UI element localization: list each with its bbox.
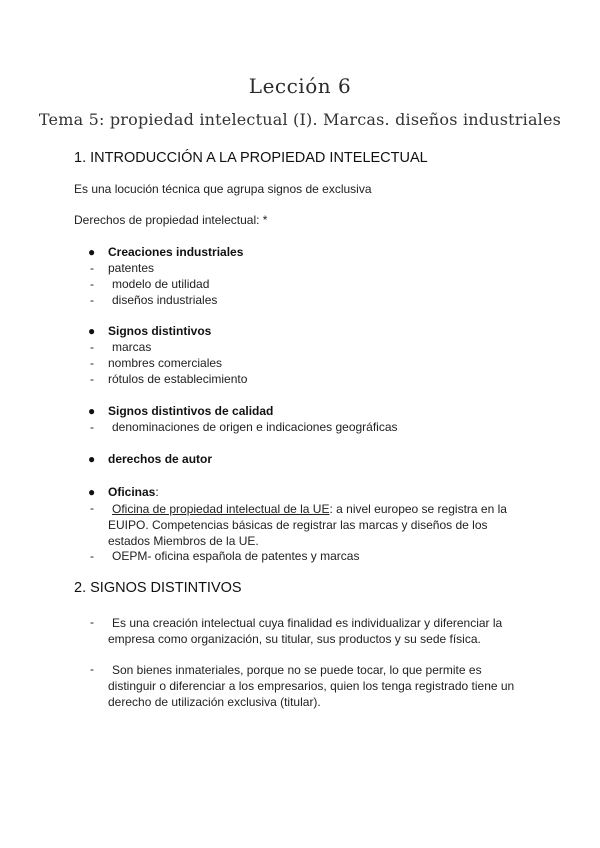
list-item (90, 549, 359, 563)
dash-marker: - (90, 277, 94, 291)
paragraph-line: derecho de utilización exclusiva (titular). (108, 695, 321, 709)
list-item-text: rótulos de establecimiento (108, 372, 248, 386)
list-item-text: modelo de utilidad (112, 277, 210, 291)
group-title-suffix: : (155, 485, 159, 499)
list-item-text: diseños industriales (112, 293, 218, 307)
list-item (90, 261, 154, 275)
section2-paragraph (108, 615, 542, 647)
paragraph-line: distinguir o diferenciar a los empresarios, quien los tenga registrado tiene un (108, 679, 515, 693)
list-item (90, 356, 222, 370)
euipo-line1: : a nivel europeo se registra en la (329, 502, 507, 516)
bullet-marker: ● (88, 485, 96, 499)
dash-marker: - (90, 549, 94, 563)
intro-text: Es una locución técnica que agrupa signos de exclusiva (74, 182, 372, 196)
paragraph-line: Es una creación intelectual cuya finalidad es individualizar y diferenciar la (112, 616, 503, 630)
dash-marker: - (90, 372, 94, 386)
dash-marker: - (90, 615, 94, 629)
group-title-text: Signos distintivos de calidad (108, 404, 274, 418)
list-item (90, 420, 398, 434)
list-item-text: OEPM- oficina española de patentes y marcas (112, 549, 360, 563)
euipo-line3: estados Miembros de la UE. (108, 534, 259, 548)
bullet-marker: ● (88, 245, 96, 259)
dash-marker: - (90, 662, 94, 676)
list-item (90, 340, 151, 354)
group-title (88, 245, 243, 259)
list-item (90, 372, 247, 386)
dash-marker: - (90, 261, 94, 275)
group-title-text: Oficinas (108, 485, 156, 499)
rights-label: Derechos de propiedad intelectual: * (74, 213, 268, 227)
page-subtitle: Tema 5: propiedad intelectual (I). Marcas. diseños industriales (38, 110, 562, 129)
paragraph-line: Son bienes inmateriales, porque no se puede tocar, lo que permite es (112, 663, 482, 677)
list-item-text: denominaciones de origen e indicaciones geográficas (112, 420, 398, 434)
euipo-line2: EUIPO. Competencias básicas de registrar las marcas y diseños de los (108, 518, 488, 532)
list-item-text: marcas (112, 340, 152, 354)
group-title-text: Signos distintivos (108, 324, 212, 338)
group-title (88, 404, 273, 418)
group-title (88, 485, 159, 499)
group-title-text: Creaciones industriales (108, 245, 244, 259)
list-item-text: patentes (108, 261, 155, 275)
page-title: Lección 6 (248, 74, 352, 98)
group-title (88, 324, 211, 338)
section1-heading: 1. INTRODUCCIÓN A LA PROPIEDAD INTELECTUAL (74, 150, 428, 166)
bullet-marker: ● (88, 404, 96, 418)
section2-paragraph (108, 662, 542, 710)
euipo-paragraph (108, 501, 542, 549)
section2-heading: 2. SIGNOS DISTINTIVOS (74, 580, 242, 596)
dash-marker: - (90, 356, 94, 370)
bullet-marker: ● (88, 324, 96, 338)
dash-marker: - (90, 293, 94, 307)
group-title (88, 452, 212, 466)
dash-marker: - (90, 340, 94, 354)
group-title-text: derechos de autor (108, 452, 213, 466)
dash-marker: - (90, 420, 94, 434)
list-item-text: nombres comerciales (108, 356, 223, 370)
euipo-link[interactable]: Oficina de propiedad intelectual de la UE (112, 502, 330, 516)
dash-marker: - (90, 501, 94, 515)
paragraph-line: empresa como organización, su titular, sus productos y su sede física. (108, 632, 481, 646)
list-item (90, 293, 217, 307)
list-item (90, 277, 209, 291)
bullet-marker: ● (88, 452, 96, 466)
